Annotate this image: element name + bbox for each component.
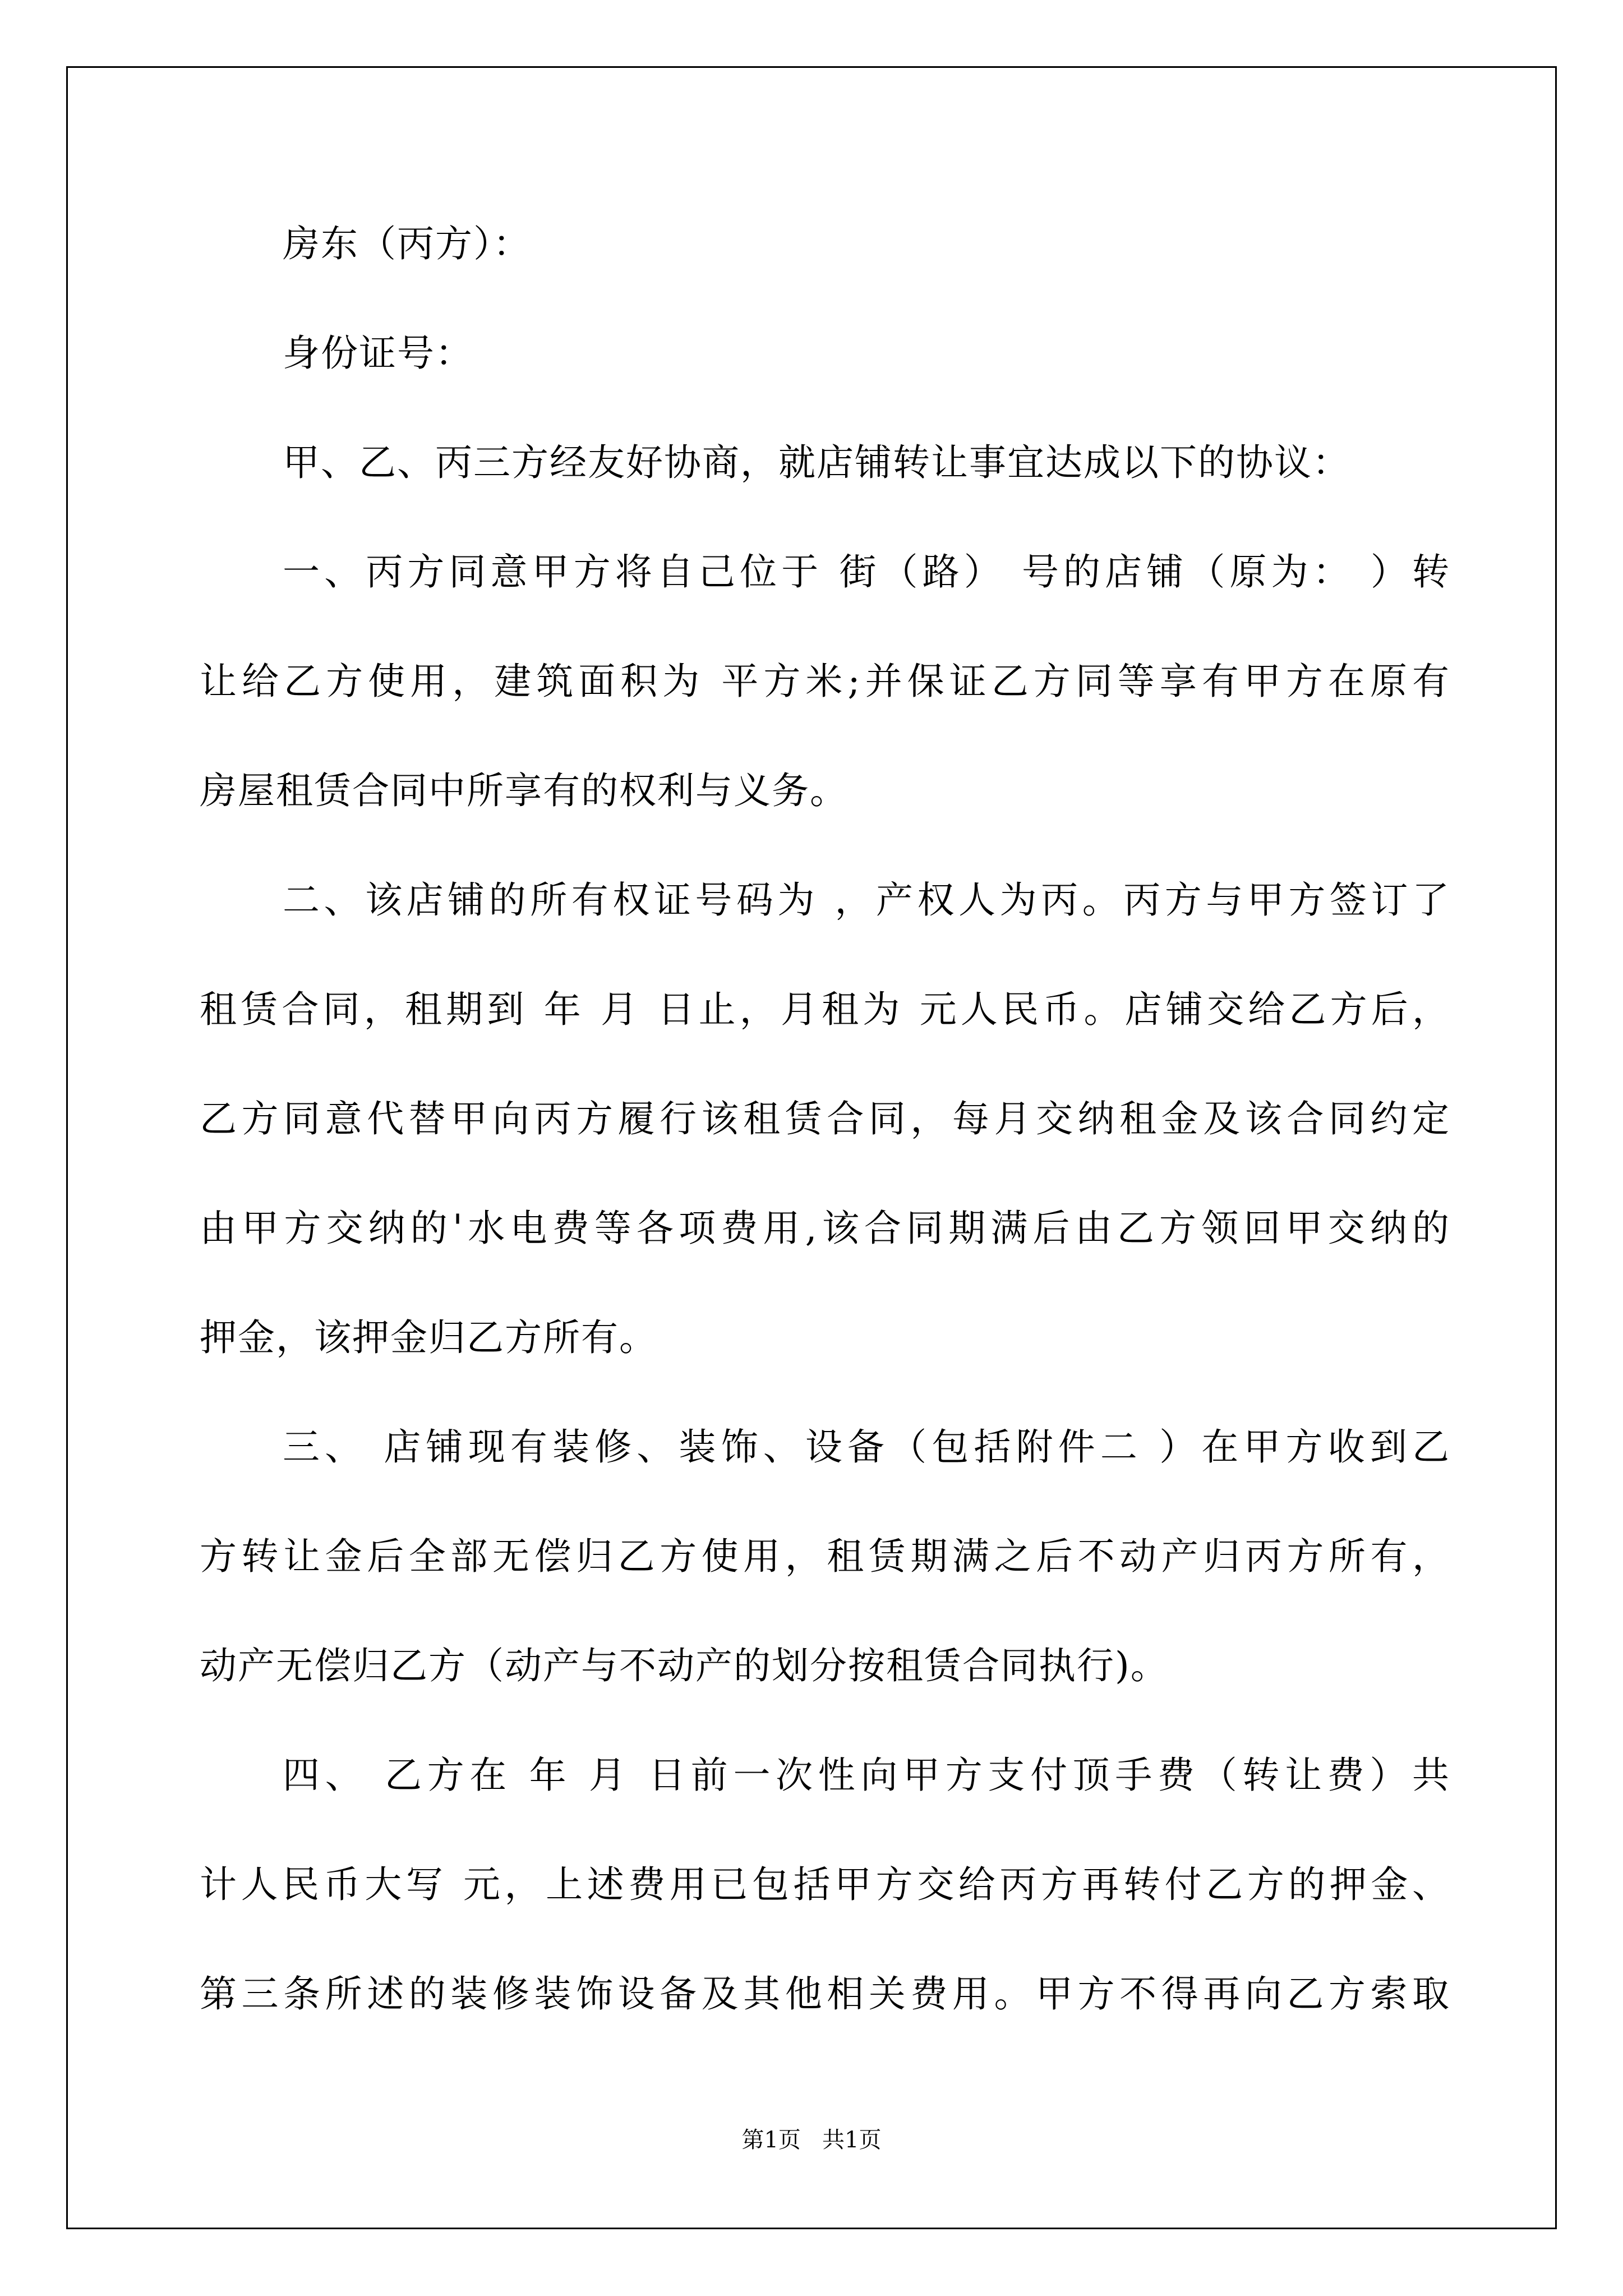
clause-1-line-1: 一、丙方同意甲方将自己位于 街（路） 号的店铺（原为： ）转 xyxy=(283,550,1450,593)
clause-2-line-1: 二、该店铺的所有权证号码为 ，产权人为丙。丙方与甲方签订了 xyxy=(283,878,1450,922)
clause-1-line-2: 让给乙方使用，建筑面积为 平方米;并保证乙方同等享有甲方在原有 xyxy=(200,660,1450,703)
page-footer: 第1页 共1页 xyxy=(741,2127,882,2153)
clause-2-line-4: 由甲方交纳的'水电费等各项费用,该合同期满后由乙方领回甲交纳的 xyxy=(200,1207,1450,1250)
landlord-label: 房东（丙方）： xyxy=(283,222,531,265)
agreement-intro: 甲、乙、丙三方经友好协商，就店铺转让事宜达成以下的协议： xyxy=(283,441,1350,484)
clause-4-line-3: 第三条所述的装修装饰设备及其他相关费用。甲方不得再向乙方索取 xyxy=(200,1972,1450,2016)
clause-3-line-2: 方转让金后全部无偿归乙方使用，租赁期满之后不动产归丙方所有， xyxy=(200,1535,1450,1578)
clause-2-line-3: 乙方同意代替甲向丙方履行该租赁合同，每月交纳租金及该合同约定 xyxy=(200,1097,1450,1140)
clause-4-line-2: 计人民币大写 元，上述费用已包括甲方交给丙方再转付乙方的押金、 xyxy=(200,1863,1450,1906)
clause-4-line-1: 四、 乙方在 年 月 日前一次性向甲方支付顶手费（转让费）共 xyxy=(283,1754,1450,1797)
clause-1-line-3: 房屋租赁合同中所享有的权利与义务。 xyxy=(200,769,848,812)
id-number-label: 身份证号： xyxy=(283,332,473,375)
clause-2-line-2: 租赁合同，租期到 年 月 日止，月租为 元人民币。店铺交给乙方后， xyxy=(200,988,1450,1031)
clause-2-line-5: 押金，该押金归乙方所有。 xyxy=(200,1316,657,1359)
clause-3-line-1: 三、 店铺现有装修、装饰、设备（包括附件二 ）在甲方收到乙 xyxy=(283,1425,1450,1469)
clause-3-line-3: 动产无偿归乙方（动产与不动产的划分按租赁合同执行)。 xyxy=(200,1644,1169,1687)
